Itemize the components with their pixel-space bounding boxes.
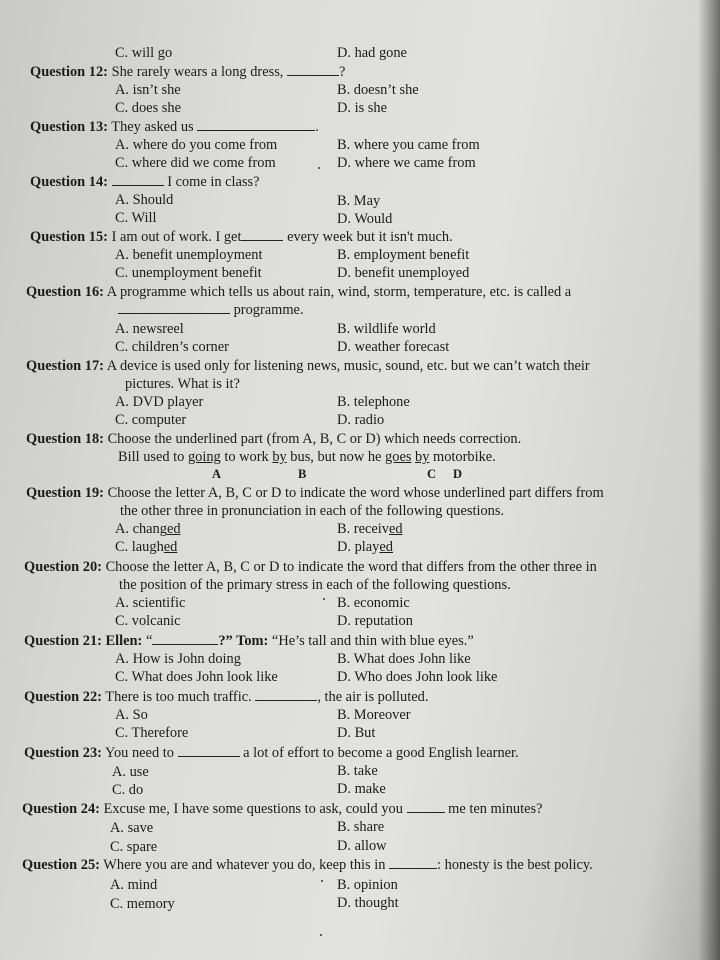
question-tail: me ten minutes? xyxy=(448,801,543,817)
q12-option-a: A. isn’t she xyxy=(115,82,181,98)
question-number: Question 17: xyxy=(26,358,104,374)
q14-option-c: C. Will xyxy=(115,210,157,226)
q15-option-d: D. benefit unemployed xyxy=(337,265,470,281)
question-stem: I am out of work. I get xyxy=(107,229,242,245)
question-stem-cont: every week but it isn't much. xyxy=(287,229,453,245)
question-17-cont: pictures. What is it? xyxy=(125,376,240,392)
answer-blank xyxy=(407,800,445,813)
q21-option-a: A. How is John doing xyxy=(115,651,241,667)
question-stem: I come in class? xyxy=(167,174,260,190)
question-tail: ? xyxy=(339,64,346,80)
answer-blank xyxy=(152,632,218,645)
q21-option-d: D. Who does John look like xyxy=(337,669,498,685)
speaker-tom: ?” Tom: xyxy=(218,633,269,649)
option-text: A. chang xyxy=(115,521,167,537)
question-23 xyxy=(24,744,519,762)
question-tail: : honesty is the best policy. xyxy=(437,857,593,873)
question-stem: A device is used only for listening news, music, sound, etc. but we can’t watch their xyxy=(103,358,590,374)
q12-option-c: C. does she xyxy=(115,100,181,116)
q11-option-d: D. had gone xyxy=(337,45,407,61)
q12-option-b: B. doesn’t she xyxy=(337,82,419,98)
q20-option-c: C. volcanic xyxy=(115,613,181,629)
question-16 xyxy=(26,283,571,301)
question-20-cont: the position of the primary stress in each of the following questions. xyxy=(119,577,511,593)
quote-text: “He’s tall and thin with blue eyes.” xyxy=(268,633,474,649)
question-stem: Choose the underlined part (from A, B, C or D) which needs correction. xyxy=(103,431,522,447)
label-d: D xyxy=(453,467,463,481)
question-25 xyxy=(22,856,593,874)
question-number: Question 19: xyxy=(26,485,104,501)
question-17 xyxy=(26,357,590,375)
label-c: C xyxy=(427,467,437,481)
q19-option-a xyxy=(115,520,181,538)
question-number: Question 12: xyxy=(30,64,108,80)
answer-blank xyxy=(118,301,230,314)
q17-option-d: D. radio xyxy=(337,412,385,428)
q13-option-a: A. where do you come from xyxy=(115,137,278,153)
answer-blank xyxy=(389,856,437,869)
label-a: A xyxy=(212,467,222,481)
answer-blank xyxy=(112,173,164,186)
q14-option-d: D. Would xyxy=(337,211,393,227)
print-speck xyxy=(320,934,322,936)
q22-option-b: B. Moreover xyxy=(337,707,411,723)
answer-blank xyxy=(241,228,283,241)
question-20 xyxy=(24,558,597,576)
q17-option-a: A. DVD player xyxy=(115,394,204,410)
q25-option-b: B. opinion xyxy=(337,877,398,893)
question-19 xyxy=(26,484,604,502)
question-number: Question 13: xyxy=(30,119,108,135)
q25-option-a: A. mind xyxy=(110,877,158,893)
q13-option-d: D. where we came from xyxy=(337,155,476,171)
question-stem: They asked us xyxy=(107,119,194,135)
q11-option-c: C. will go xyxy=(115,45,173,61)
label-b: B xyxy=(298,467,307,481)
question-number: Question 25: xyxy=(22,857,100,873)
question-stem: Excuse me, I have some questions to ask, could you xyxy=(99,801,403,817)
question-16-cont xyxy=(118,301,304,319)
q21-option-c: C. What does John look like xyxy=(115,669,278,685)
question-18 xyxy=(26,430,521,448)
question-number: Question 24: xyxy=(22,801,100,817)
q20-option-a: A. scientific xyxy=(115,595,186,611)
sentence-text: motorbike. xyxy=(429,449,496,465)
question-12 xyxy=(30,63,345,81)
underlined-part-a: going xyxy=(187,449,221,465)
question-number: Question 20: xyxy=(24,559,102,575)
q16-option-a: A. newsreel xyxy=(115,321,184,337)
q17-option-c: C. computer xyxy=(115,412,187,428)
answer-blank xyxy=(178,744,240,757)
q20-option-b: B. economic xyxy=(337,595,410,611)
q25-option-c: C. memory xyxy=(110,896,175,912)
answer-blank xyxy=(197,118,315,131)
underlined-part: ed xyxy=(379,539,393,555)
question-stem: Choose the letter A, B, C or D to indicate the word that differs from the other three in xyxy=(101,559,597,575)
question-number: Question 22: xyxy=(24,689,102,705)
q22-option-d: D. But xyxy=(337,725,376,741)
q16-option-c: C. children’s corner xyxy=(115,339,229,355)
q19-option-d xyxy=(337,538,393,556)
answer-blank xyxy=(287,63,339,76)
question-24 xyxy=(22,800,542,818)
q18-sentence xyxy=(118,448,496,466)
question-19-cont: the other three in pronunciation in each of the following questions. xyxy=(120,503,505,519)
question-stem: A programme which tells us about rain, wind, storm, temperature, etc. is called a xyxy=(103,284,572,300)
q13-option-b: B. where you came from xyxy=(337,137,480,153)
question-tail: . xyxy=(315,119,319,135)
q19-option-b xyxy=(337,520,403,538)
question-14 xyxy=(30,173,260,191)
question-21 xyxy=(24,632,474,650)
question-tail: , the air is polluted. xyxy=(317,689,429,705)
question-number: Question 23: xyxy=(24,745,102,761)
q15-option-a: A. benefit unemployment xyxy=(115,247,263,263)
question-tail: a lot of effort to become a good English learner. xyxy=(243,745,519,761)
q14-option-a: A. Should xyxy=(115,192,174,208)
underlined-part: ed xyxy=(388,521,403,537)
question-number: Question 18: xyxy=(26,431,104,447)
q19-option-c xyxy=(115,538,177,556)
question-number: Question 15: xyxy=(30,229,108,245)
question-number: Question 16: xyxy=(26,284,104,300)
option-text: C. laugh xyxy=(115,539,164,555)
q24-option-d: D. allow xyxy=(337,838,387,854)
q16-option-d: D. weather forecast xyxy=(337,339,450,355)
question-stem: Where you are and whatever you do, keep this in xyxy=(99,857,386,873)
question-number: Question 14: xyxy=(30,174,108,190)
question-stem: Choose the letter A, B, C or D to indicate the word whose underlined part differs from xyxy=(103,485,604,501)
question-13 xyxy=(30,118,319,136)
q20-option-d: D. reputation xyxy=(337,613,413,629)
q17-option-b: B. telephone xyxy=(337,394,410,410)
question-stem: You need to xyxy=(101,745,174,761)
underlined-part: ed xyxy=(166,521,181,537)
q23-option-c: C. do xyxy=(112,782,144,798)
q16-option-b: B. wildlife world xyxy=(337,321,436,337)
q14-option-b: B. May xyxy=(337,193,381,209)
quote-open: “ xyxy=(142,633,153,649)
print-speck xyxy=(323,598,325,600)
print-speck xyxy=(318,167,320,169)
q25-option-d: D. thought xyxy=(337,895,399,911)
question-stem: There is too much traffic. xyxy=(101,689,252,705)
q13-option-c: C. where did we come from xyxy=(115,155,276,171)
q23-option-b: B. take xyxy=(337,763,378,779)
q23-option-d: D. make xyxy=(337,781,386,797)
question-stem-cont: programme. xyxy=(233,302,304,318)
underlined-part-c: goes xyxy=(385,449,412,465)
sentence-text: bus, but now he xyxy=(286,449,386,465)
q15-option-c: C. unemployment benefit xyxy=(115,265,262,281)
question-number: Question 21: Ellen: xyxy=(24,633,143,649)
q15-option-b: B. employment benefit xyxy=(337,247,470,263)
q22-option-a: A. So xyxy=(115,707,148,723)
sentence-text: to work xyxy=(220,449,273,465)
question-stem: She rarely wears a long dress, xyxy=(107,64,284,80)
option-text: D. play xyxy=(337,539,380,555)
answer-blank xyxy=(255,688,317,701)
sentence-text: Bill used to xyxy=(118,449,188,465)
page-edge-shadow xyxy=(698,0,720,960)
q24-option-a: A. save xyxy=(110,820,154,836)
question-15 xyxy=(30,228,453,246)
question-22 xyxy=(24,688,428,706)
q23-option-a: A. use xyxy=(112,764,149,780)
q21-option-b: B. What does John like xyxy=(337,651,471,667)
underlined-part: ed xyxy=(163,539,178,555)
q12-option-d: D. is she xyxy=(337,100,387,116)
q24-option-b: B. share xyxy=(337,819,385,835)
q22-option-c: C. Therefore xyxy=(115,725,189,741)
underlined-part-b: by xyxy=(272,449,287,465)
underlined-part-d: by xyxy=(415,449,430,465)
option-text: B. receiv xyxy=(337,521,389,537)
q24-option-c: C. spare xyxy=(110,839,158,855)
print-speck xyxy=(321,880,323,882)
